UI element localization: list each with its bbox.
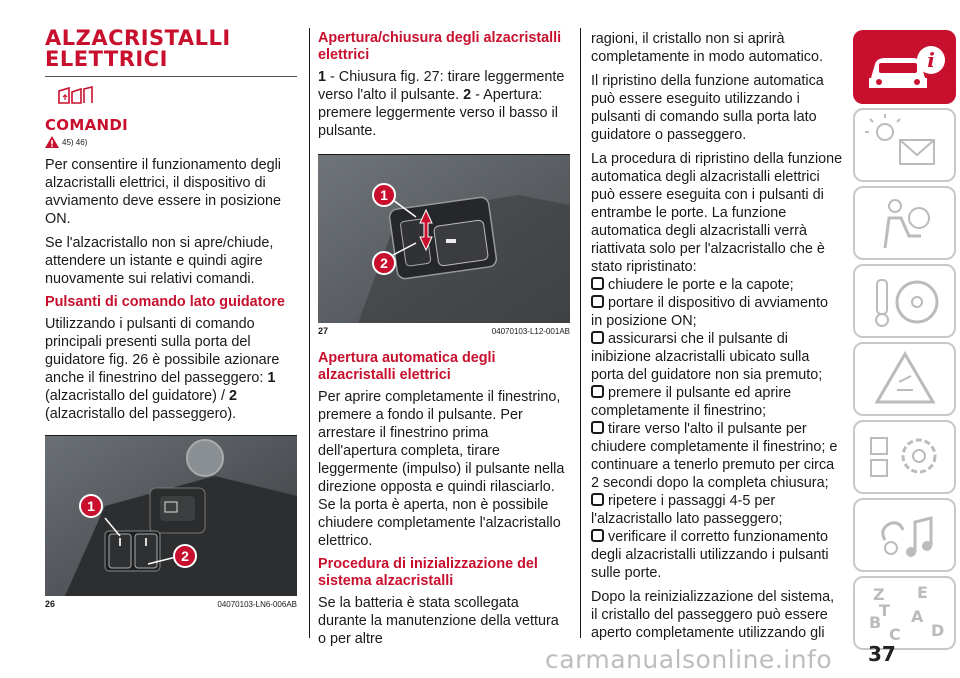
tools-car-icon [855,422,955,492]
column-3 [591,30,843,648]
bullet-box-icon [591,331,604,344]
seat-airbag-icon [855,188,955,258]
figure-number: 27 [318,326,329,336]
paragraph: La procedura di ripristino della funzione automatica degli alzacristalli elettrici può essere eseguita con i pulsanti di entrambe le porte. La funzione automatica degli alzacristalli verrà riattivata solo per l'alzacristallo che è stato ripristinato: [591,151,843,275]
warning-refs: 45) 46) [62,137,88,147]
column-2 [318,30,570,654]
svg-text:i: i [927,48,935,72]
bullet-box-icon [591,295,604,308]
text: - Apertura: premere leggermente verso il basso il pulsante. [318,87,558,139]
figure-code: 04070103-LN6-006AB [217,599,297,609]
paragraph [318,68,570,140]
paragraph: Se la batteria è stata scollegata durante la manutenzione della vettura o per altre [318,595,559,647]
procedure-steps-list [591,276,843,582]
figure-26-door-switch-photo [45,436,297,596]
nav-tab-index[interactable] [853,576,956,650]
figure-code: 04070103-L12-001AB [491,326,570,336]
nav-tab-car-info[interactable] [853,30,956,104]
subheading-automatic-opening: Apertura automatica degli alzacristalli elettrici [318,350,496,383]
bullet-box-icon [591,421,604,434]
watermark: carmanualsonline.info [545,645,833,674]
nav-tab-emergency[interactable] [853,342,956,416]
figure-callout-1: 1 [79,494,103,518]
nav-tab-starting-driving[interactable] [853,264,956,338]
list-item-text: chiudere le porte e la capote; [608,277,794,293]
svg-text:D: D [931,621,945,640]
figure-caption [45,599,297,609]
figure-27-window-switch-photo [318,155,570,323]
subheading-initialization: Procedura di inizializzazione del sistema alzacristalli [318,556,538,589]
page-title-line2: ELETTRICI [45,47,168,71]
list-item [591,492,843,528]
title-divider [45,76,297,77]
list-item [591,294,843,330]
figure-callout-1: 1 [372,183,396,207]
svg-text:Z: Z [873,585,885,604]
paragraph: Dopo la reinizializzazione del sistema, il cristallo del passeggero può essere aperto completamente utilizzando gli [591,589,835,641]
figure-caption [318,326,570,336]
column-1 [45,28,297,609]
power-window-icon [55,85,297,110]
svg-text:B: B [869,613,882,632]
ref-number: 1 [318,69,327,85]
nav-tab-lights-messages[interactable] [853,108,956,182]
warning-reference [45,136,297,148]
list-item-text: assicurarsi che il pulsante di inibizione alzacristalli ubicato sulla porta del guidatore non sia premuto; [591,331,823,383]
svg-text:E: E [917,583,928,602]
list-item [591,528,843,582]
ref-number: 1 [267,370,276,386]
paragraph: ragioni, il cristallo non si aprirà completamente in modo automatico. [591,31,823,65]
list-item [591,330,843,384]
paragraph: Il ripristino della funzione automatica può essere eseguito utilizzando i pulsanti di comando sulla porta lato guidatore o passeggero. [591,73,824,143]
page-title-line1: ALZACRISTALLI [45,26,231,50]
list-item-text: verificare il corretto funzionamento degli alzacristalli utilizzando i pulsanti sulle porte. [591,529,829,581]
paragraph: Se l'alzacristallo non si apre/chiude, attendere un istante e quindi agire nuovamente sui relativi comandi. [45,235,274,287]
bullet-box-icon [591,277,604,290]
paragraph [45,315,297,423]
list-item [591,384,843,420]
nav-tab-multimedia[interactable] [853,498,956,572]
subheading-driver-controls: Pulsanti di comando lato guidatore [45,294,285,310]
alphabet-index-icon [855,578,955,648]
text: Utilizzando i pulsanti di comando principali presenti sulla porta del guidatore fig. 26 è possibile azionare anche il finestrino del passeggero: [45,316,280,386]
key-steering-wheel-icon [855,266,955,336]
svg-text:A: A [911,607,924,626]
section-heading: COMANDI [45,116,128,134]
svg-text:C: C [889,625,901,644]
paragraph: Per aprire completamente il finestrino, premere a fondo il pulsante. Per arrestare il finestrino prima dell'apertura completa, tirare leggermente (impulso) il pulsante nella direzione opposta e quindi rilasciarlo. Se la porta è aperta, non è possibile chiudere completamente l'alzacristallo elettrico. [318,389,565,549]
lights-message-icon [855,110,955,180]
bullet-box-icon [591,385,604,398]
bullet-box-icon [591,493,604,506]
bullet-box-icon [591,529,604,542]
list-item-text: ripetere i passaggi 4-5 per l'alzacristallo lato passeggero; [591,493,783,527]
ref-number: 2 [228,388,237,404]
page-number: 37 [868,642,896,666]
nav-tab-maintenance[interactable] [853,420,956,494]
list-item-text: premere il pulsante ed aprire completamente il finestrino; [591,385,792,419]
text: (alzacristallo del passeggero). [45,406,237,422]
warning-triangle-icon [855,344,955,414]
column-divider [580,28,581,638]
car-info-icon [853,30,956,104]
text: - Chiusura fig. 27: tirare leggermente verso l'alto il pulsante. [318,69,565,103]
svg-text:T: T [879,601,890,620]
subheading-open-close: Apertura/chiusura degli alzacristalli elettrici [318,30,562,63]
paragraph: Per consentire il funzionamento degli alzacristalli elettrici, il dispositivo di avviamento deve essere in posizione ON. [45,157,281,227]
text: (alzacristallo del guidatore) / [45,388,229,404]
list-item [591,276,843,294]
column-divider [309,28,310,638]
wrench-music-icon [855,500,955,570]
figure-callout-2: 2 [372,251,396,275]
nav-tab-safety[interactable] [853,186,956,260]
list-item [591,420,843,492]
figure-number: 26 [45,599,56,609]
ref-number: 2 [463,87,472,103]
warning-icon [45,136,59,148]
list-item-text: tirare verso l'alto il pulsante per chiudere completamente il finestrino; e continuare a tenerlo premuto per circa 2 secondi dopo la completa chiusura; [591,421,838,491]
figure-callout-2: 2 [173,544,197,568]
list-item-text: portare il dispositivo di avviamento in posizione ON; [591,295,828,329]
